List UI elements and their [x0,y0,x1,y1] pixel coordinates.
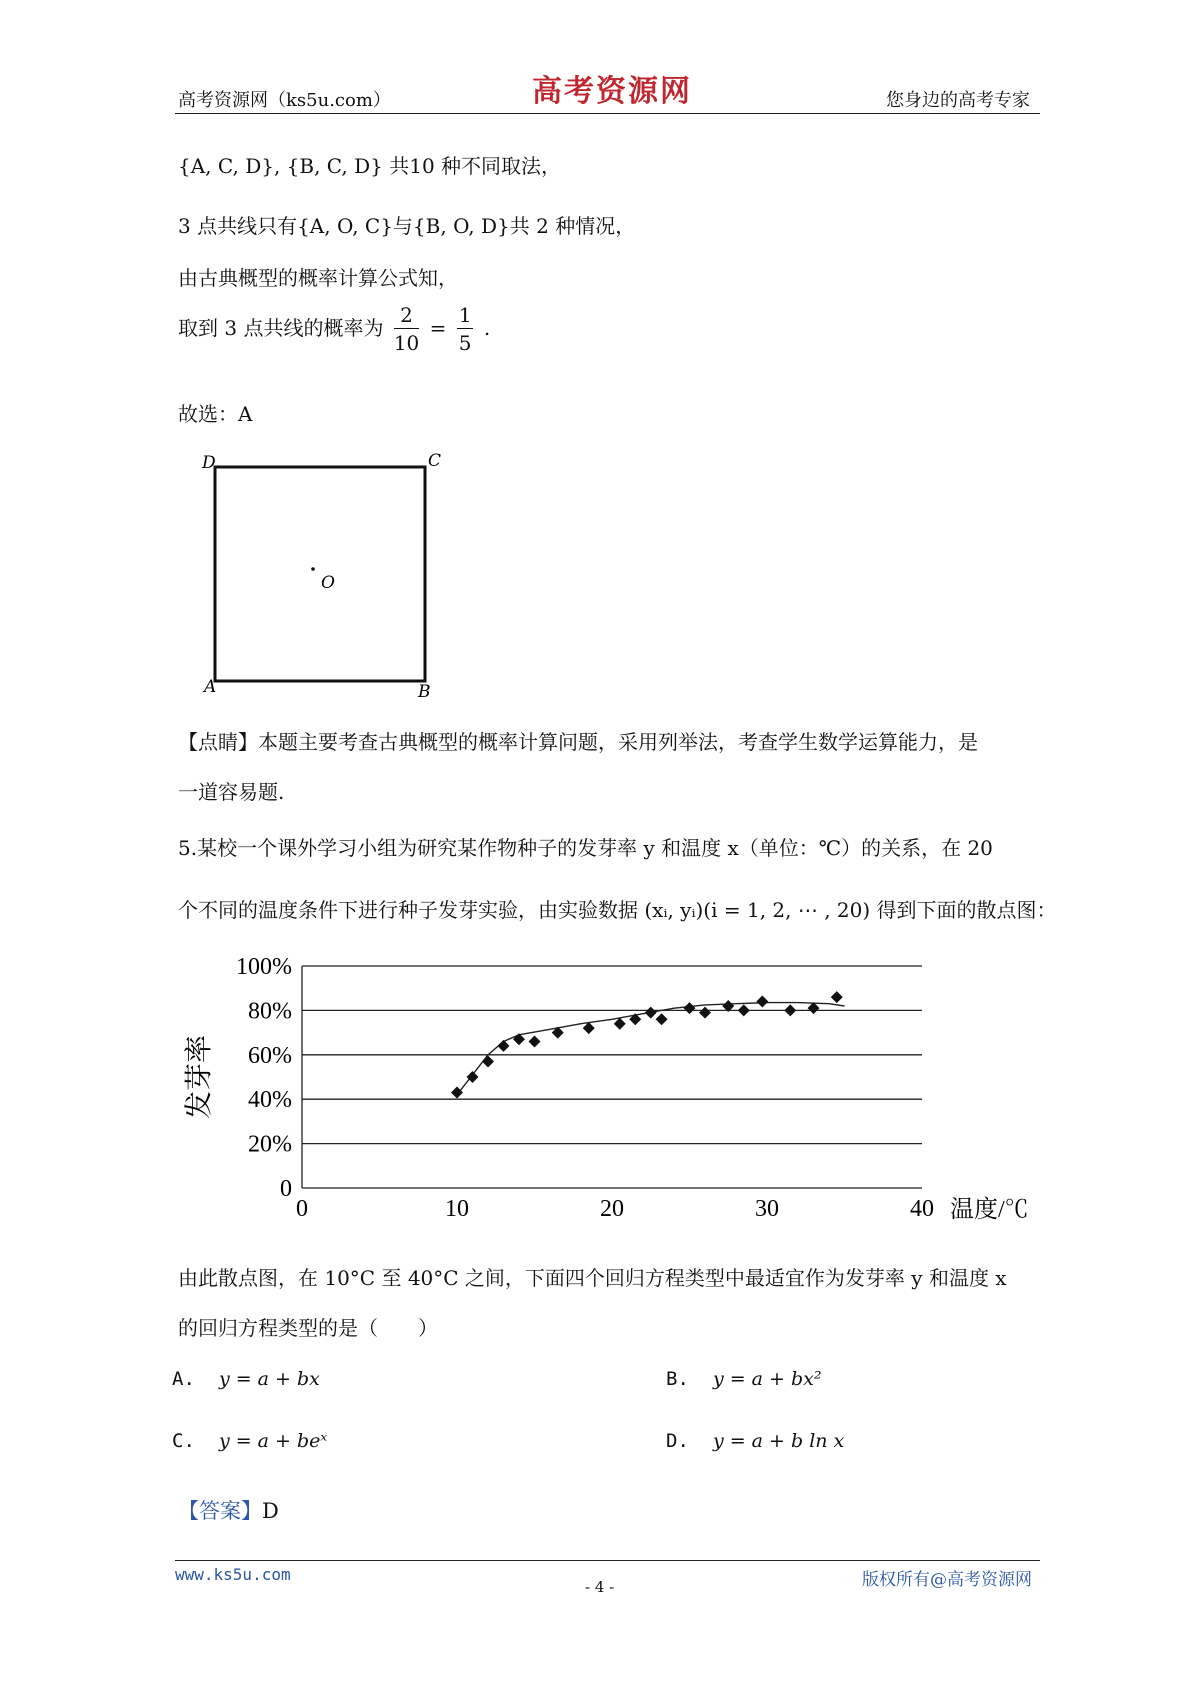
footer-copyright: 版权所有@高考资源网 [862,1570,1032,1590]
chart-point [498,1040,510,1052]
chart-x-tick-labels [296,1196,934,1222]
footer-divider [175,1560,1040,1561]
option-c-label: C. [172,1430,195,1452]
chart-y-tick-label: 20% [248,1131,292,1158]
chart-point [756,996,768,1008]
question-5-line-4: 的回归方程类型的是（ ） [178,1316,438,1340]
scatter-chart [170,948,1029,1244]
fraction-1-5 [457,302,474,357]
chart-y-tick-label: 40% [248,1087,292,1114]
option-d[interactable] [666,1430,844,1452]
option-a-formula: y = a + bx [218,1368,320,1390]
fraction-2-10 [394,302,419,357]
page-number: - 4 - [585,1578,615,1596]
chart-x-tick-label: 30 [755,1196,779,1222]
answer-line [178,1495,279,1525]
summary-line-2: 一道容易题. [178,780,285,804]
chart-point [645,1007,657,1019]
probability-text: 取到 3 点共线的概率为 [178,316,384,340]
chart-point [482,1055,494,1067]
option-b-formula: y = a + bx² [712,1368,822,1390]
option-b-label: B. [666,1368,689,1390]
equals-sign: = [429,316,447,340]
solution-line-1: {A, C, D}, {B, C, D} 共10 种不同取法， [178,154,562,178]
chart-x-tick-label: 20 [600,1196,624,1222]
fraction-denominator: 5 [458,331,472,355]
option-b[interactable] [666,1368,822,1390]
question-5-line-2: 个不同的温度条件下进行种子发芽实验，由实验数据 (xᵢ, yᵢ)(i = 1, 2, ⋯ , 20) 得到下面的散点图： [178,898,1057,922]
chart-point [684,1002,696,1014]
vertex-label-b: B [418,682,431,702]
chart-y-tick-label: 100% [236,954,292,980]
chart-point [513,1033,525,1045]
answer-tag: 【答案】 [178,1499,262,1523]
header-logo: 高考资源网 [532,74,692,109]
chart-point [583,1022,595,1034]
option-c[interactable] [172,1430,327,1452]
vertex-label-d: D [202,453,216,473]
question-5-line-1: 5.某校一个课外学习小组为研究某作物种子的发芽率 y 和温度 x（单位：℃）的关系，在 20 [178,836,993,860]
option-d-formula: y = a + b ln x [712,1430,845,1452]
header-site-name: 高考资源网（ks5u.com） [178,90,391,111]
chart-x-tick-label: 0 [296,1196,308,1222]
header-divider [175,113,1040,114]
chart-point [699,1007,711,1019]
option-a-label: A. [172,1368,195,1390]
fraction-numerator: 2 [394,302,419,329]
square-diagram [190,452,460,702]
chart-y-tick-labels [236,954,292,1202]
square-abcd [215,467,425,681]
chart-x-axis-label: 温度/℃ [950,1197,1029,1223]
chart-point [529,1035,541,1047]
period: . [483,316,491,340]
chart-gridlines [302,966,922,1188]
chart-y-tick-label: 60% [248,1042,292,1069]
solution-line-3: 由古典概型的概率计算公式知， [178,266,458,290]
chart-y-tick-label: 80% [248,998,292,1025]
chart-point [629,1013,641,1025]
chart-point [738,1004,750,1016]
chart-point [614,1018,626,1030]
option-c-formula: y = a + beˣ [218,1430,328,1452]
choice-line: 故选：A [178,402,253,426]
header-slogan: 您身边的高考专家 [886,90,1030,111]
question-5-line-3: 由此散点图，在 10°C 至 40°C 之间，下面四个回归方程类型中最适宜作为发芽率 y 和温度 x [178,1266,1007,1290]
fraction-denominator: 10 [393,331,420,355]
footer-website-link[interactable]: www.ks5u.com [175,1565,291,1584]
solution-line-2: 3 点共线只有{A, O, C}与{B, O, D}共 2 种情况， [178,214,636,238]
option-d-label: D. [666,1430,689,1452]
chart-point [656,1013,668,1025]
center-point-o [311,567,315,571]
chart-point [831,991,843,1003]
fraction-numerator: 1 [458,303,472,327]
chart-y-axis-label: 发芽率 [184,1034,215,1120]
answer-value: D [262,1499,279,1523]
vertex-label-a: A [204,677,217,697]
chart-points-group [451,991,843,1098]
solution-line-4 [178,302,490,357]
summary-line-1: 【点睛】本题主要考查古典概型的概率计算问题，采用列举法，考查学生数学运算能力，是 [178,730,978,754]
chart-x-tick-label: 10 [445,1196,469,1222]
option-a[interactable] [172,1368,320,1390]
center-label-o: O [321,573,335,593]
chart-point [784,1004,796,1016]
vertex-label-c: C [428,451,442,471]
chart-y-tick-label: 0 [280,1176,292,1202]
chart-x-tick-label: 40 [910,1196,934,1222]
